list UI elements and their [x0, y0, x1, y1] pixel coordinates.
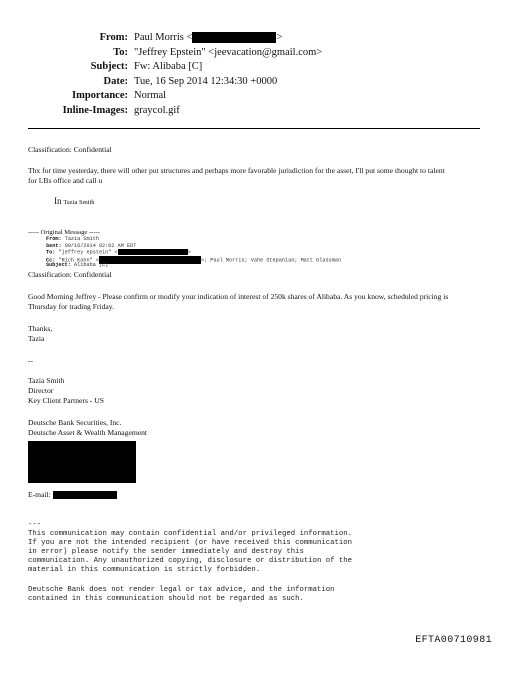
- from-value: Paul Morris < >: [134, 32, 283, 43]
- orig-from-value: Tazia Smith: [64, 236, 99, 242]
- importance-label: Importance:: [72, 90, 128, 101]
- email-label: E-mail:: [28, 490, 51, 499]
- signature-separator: --: [28, 356, 34, 365]
- thanks-name: Tazia: [28, 333, 45, 343]
- email-header: [0, 31, 512, 118]
- disclaimer-paragraph-1: This communication may contain confidential and/or privileged information. If you are not the intended recipient (or have received this communication in error) please notify the sender immediately and destroy this communication. Any unauthorized copying, disclosure or distribution of the material in this communication is strictly forbidden.: [28, 529, 353, 574]
- signature-department: Key Client Partners - US: [28, 396, 104, 405]
- date-label: Date:: [103, 75, 128, 87]
- classification-label: Classification: Confidential: [28, 145, 112, 154]
- inline-images-value: graycol.gif: [134, 104, 180, 116]
- in-line: [54, 197, 95, 207]
- header-row-from: [0, 31, 512, 46]
- orig-to-label: To:: [46, 249, 56, 256]
- in-prefix: In: [54, 196, 62, 206]
- in-name: Tazia Smith: [63, 199, 95, 206]
- orig-cc-row: Cc: "Rich Kahn" < >; Paul Morris; Vahe Stepanian; Matt Glassman: [46, 256, 342, 263]
- company-name-1: Deutsche Bank Securities, Inc.: [28, 418, 122, 427]
- redaction-bar: [192, 32, 276, 43]
- orig-subject-row: [46, 262, 108, 268]
- email-row: [28, 490, 117, 499]
- orig-message-line-1: Good Morning Jeffrey - Please confirm or modify your indication of interest of 250k shares of Alibaba. As you know, scheduled pricing is: [28, 292, 449, 301]
- redaction-bar: [99, 256, 201, 264]
- date-value: Tue, 16 Sep 2014 12:34:30 +0000: [134, 75, 278, 87]
- disclaimer-paragraph-2: Deutsche Bank does not render legal or tax advice, and the information contained in this communication should not be regarded as such.: [28, 586, 335, 603]
- company-name-2: Deutsche Asset & Wealth Management: [28, 428, 148, 437]
- orig-sent-row: [46, 243, 136, 249]
- signature-name: Tazia Smith: [28, 376, 65, 385]
- redaction-bar: [53, 491, 117, 499]
- orig-to-row: To: "jeffrey epstein" < >: [46, 249, 191, 256]
- redaction-block: [28, 441, 136, 483]
- header-row-date: [0, 75, 512, 90]
- message-line-1: Thx for time yesterday, there will other put structures and perhaps more favorable jurisdiction for the asset, I'll put some thought to talent: [28, 166, 445, 175]
- subject-value: Fw: Alibaba [C]: [134, 61, 203, 72]
- thanks-line: Thanks,: [28, 324, 53, 333]
- from-label: From:: [99, 32, 128, 43]
- subject-label: Subject:: [90, 61, 128, 72]
- orig-from-row: [46, 236, 99, 242]
- header-divider: [28, 128, 480, 129]
- to-label: To:: [113, 46, 128, 58]
- disclaimer-separator: ---: [28, 521, 42, 529]
- importance-value: Normal: [134, 90, 167, 101]
- orig-to-value: "jeffrey epstein" <: [58, 249, 118, 256]
- orig-from-label: From:: [46, 236, 62, 242]
- header-row-importance: [0, 89, 512, 104]
- orig-subject-label: Subject:: [46, 262, 71, 268]
- header-row-inline-images: [0, 104, 512, 119]
- message-line-2: for LBs office and call u: [28, 175, 103, 185]
- header-row-to: [0, 46, 512, 61]
- orig-message-line-2: Thursday for trading Friday.: [28, 302, 114, 311]
- orig-subject-value: Alibaba [C]: [74, 262, 109, 268]
- inline-images-label: Inline-Images:: [62, 104, 128, 116]
- to-value: "Jeffrey Epstein" <jeevacation@gmail.com>: [134, 46, 323, 58]
- orig-cc-label: Cc:: [46, 256, 56, 263]
- signature-title: Director: [28, 386, 54, 395]
- document-id: EFTA00710981: [415, 635, 492, 646]
- orig-cc-value: "Rich Kahn" <: [58, 256, 99, 263]
- orig-sent-label: Sent:: [46, 242, 62, 249]
- orig-sent-value: 09/16/2014 02:02 AM EDT: [64, 242, 137, 249]
- original-message-divider: ----- Original Message -----: [28, 229, 100, 236]
- redaction-bar: [118, 249, 188, 255]
- orig-classification: Classification: Confidential: [28, 270, 112, 279]
- header-row-subject: [0, 60, 512, 75]
